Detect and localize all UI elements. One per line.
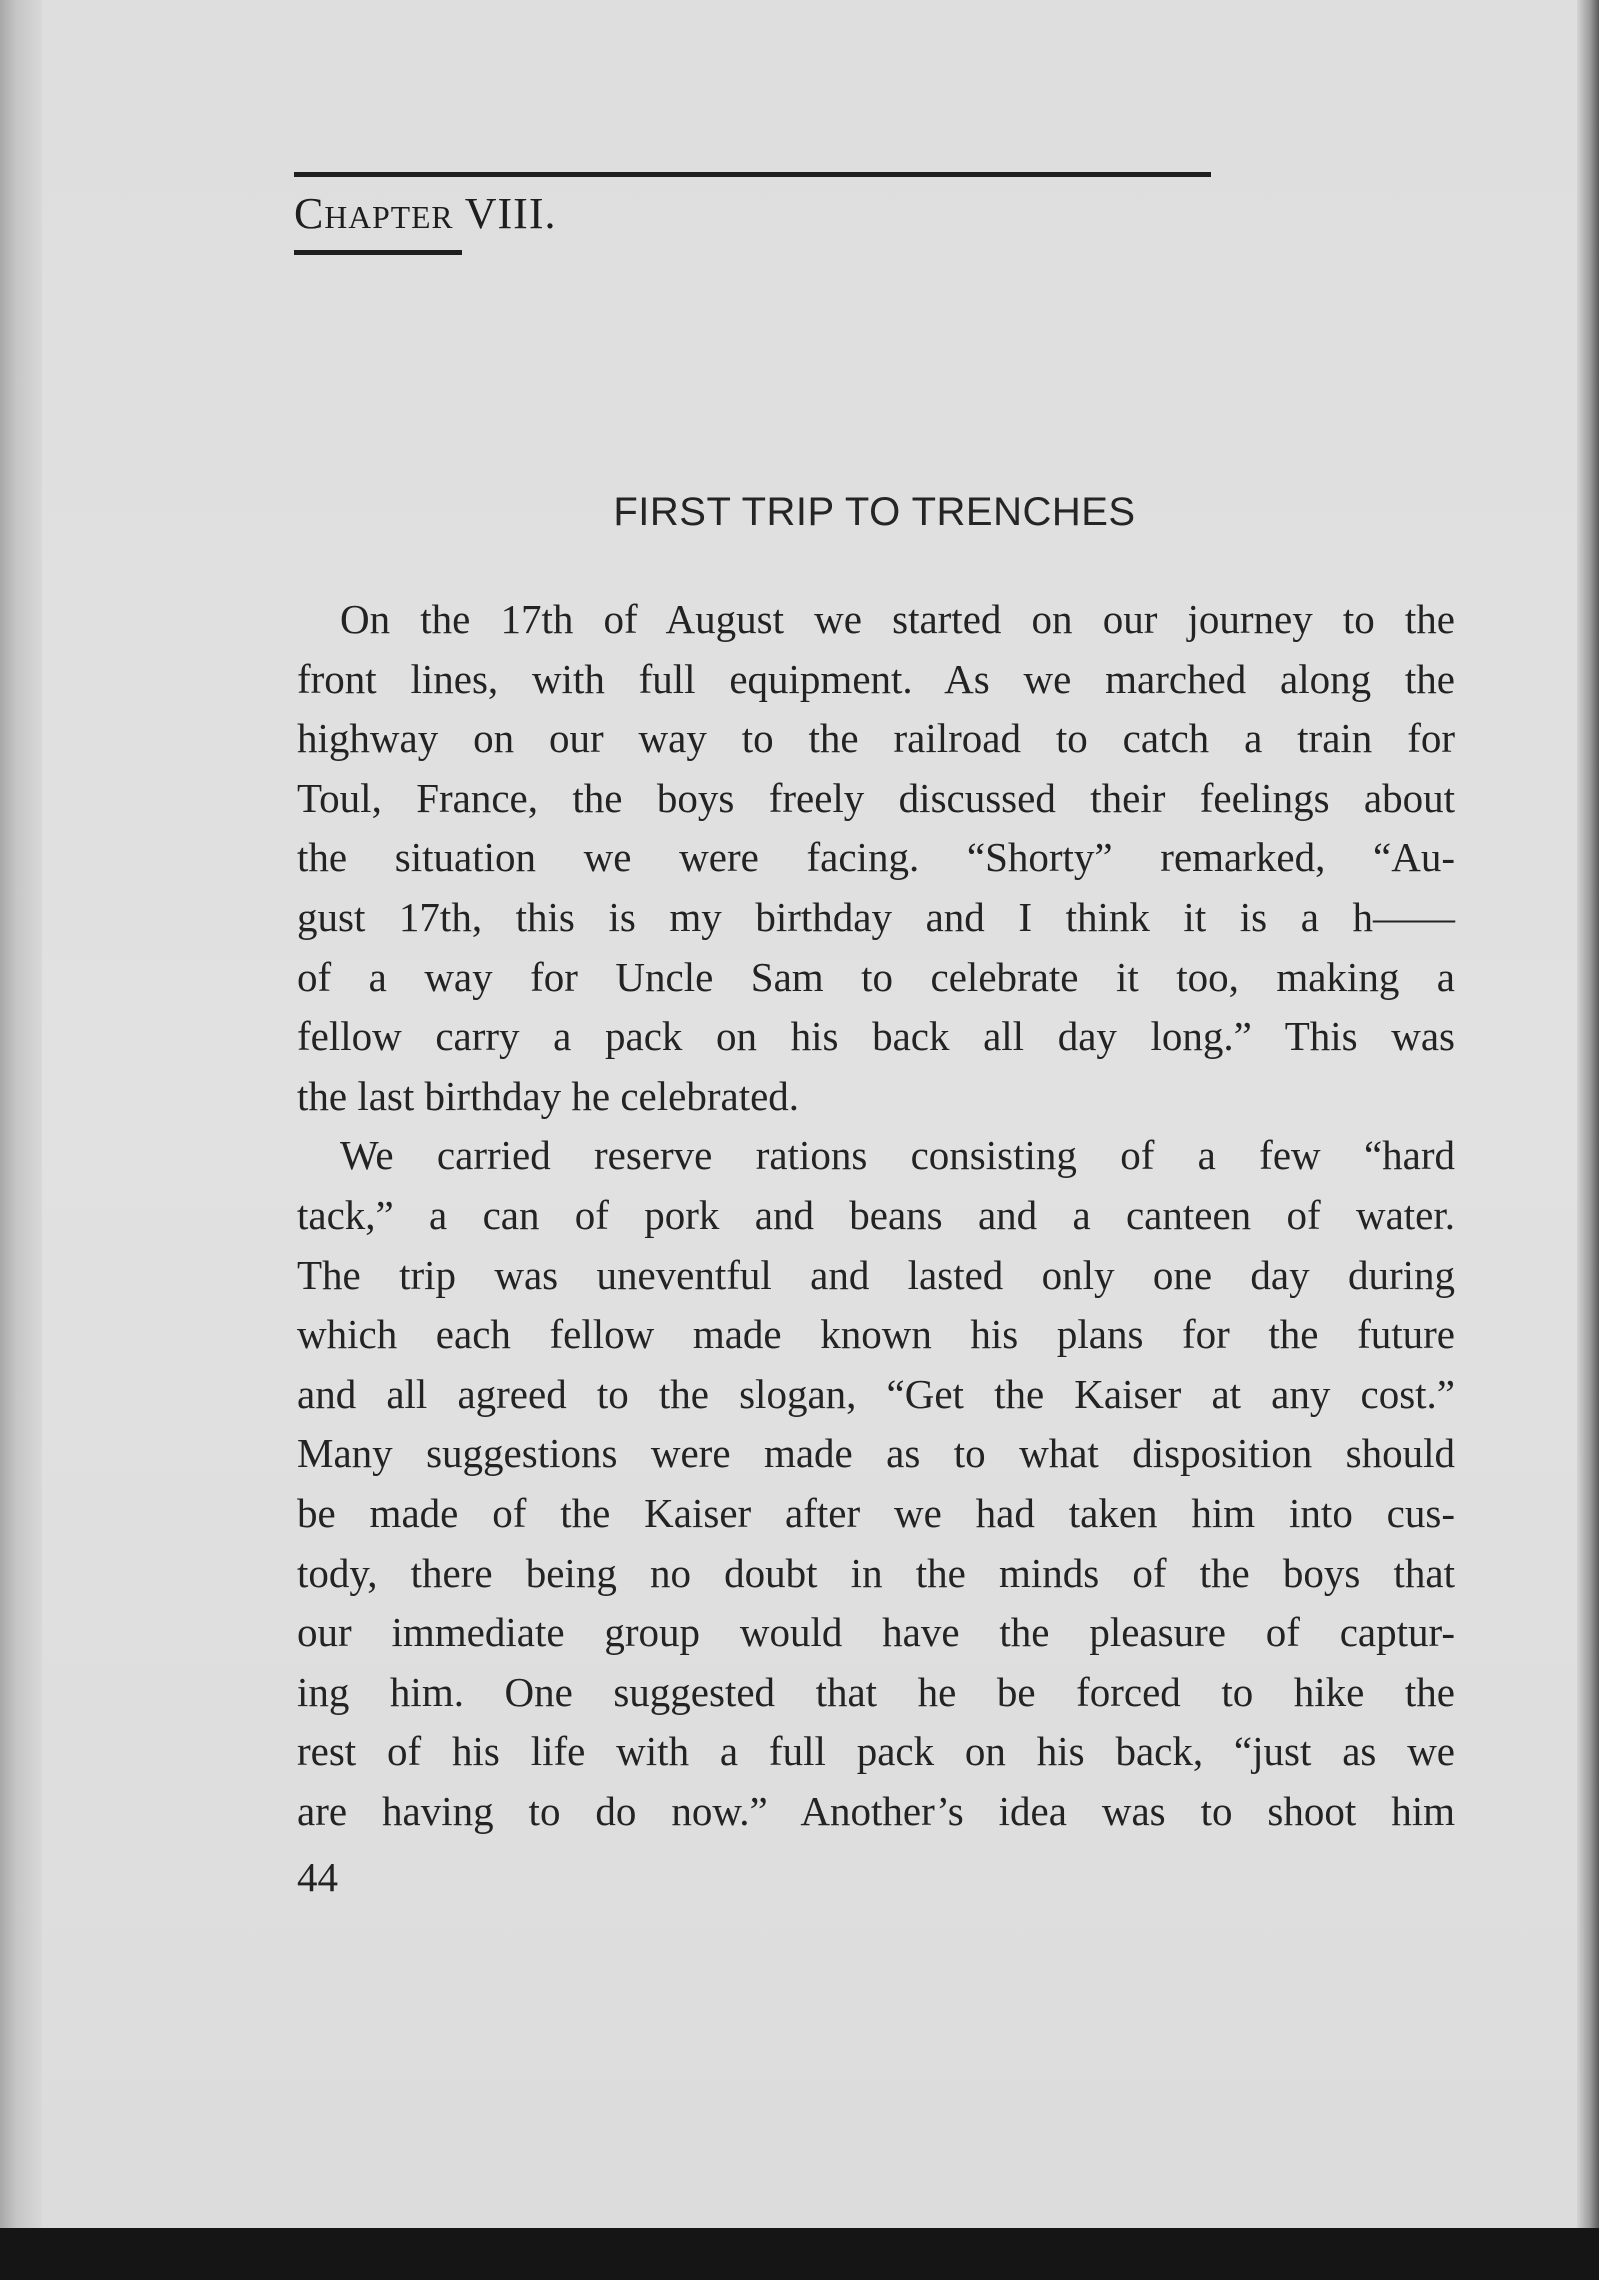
scan-background: [0, 2228, 1599, 2280]
text-line: fellow carry a pack on his back all day long.” This was: [297, 1013, 1455, 1060]
text-line: rest of his life with a full pack on his back, “just as we: [297, 1728, 1455, 1775]
text-line: our immediate group would have the pleasure of captur-: [297, 1609, 1455, 1656]
text-line: the last birthday he celebrated.: [297, 1072, 800, 1119]
page-right-edge: [1577, 0, 1599, 2228]
section-title: FIRST TRIP TO TRENCHES: [613, 490, 1136, 534]
text-line: of a way for Uncle Sam to celebrate it too, making a: [297, 953, 1455, 1000]
chapter-underline: [294, 250, 462, 255]
text-line: ing him. One suggested that he be forced to hike the: [297, 1668, 1455, 1715]
text-line: Many suggestions were made as to what disposition should: [297, 1430, 1455, 1477]
paragraph: [297, 1126, 1455, 1841]
page-left-edge: [0, 0, 42, 2228]
text-line: are having to do now.” Another’s idea was to shoot him: [297, 1787, 1455, 1834]
text-line: and all agreed to the slogan, “Get the Kaiser at any cost.”: [297, 1370, 1455, 1417]
text-line: which each fellow made known his plans for the future: [297, 1311, 1455, 1358]
text-line: Toul, France, the boys freely discussed their feelings about: [297, 774, 1455, 821]
text-line: highway on our way to the railroad to catch a train for: [297, 715, 1455, 762]
text-line: be made of the Kaiser after we had taken him into cus-: [297, 1489, 1455, 1536]
text-line: the situation we were facing. “Shorty” remarked, “Au-: [297, 834, 1455, 881]
body-text: [297, 590, 1455, 1841]
page-number: 44: [297, 1854, 338, 1900]
text-line: gust 17th, this is my birthday and I think it is a h——: [297, 893, 1455, 940]
text-line: tack,” a can of pork and beans and a canteen of water.: [297, 1191, 1455, 1238]
text-line: tody, there being no doubt in the minds of the boys that: [297, 1549, 1455, 1596]
text-line: The trip was uneventful and lasted only one day during: [297, 1251, 1455, 1298]
text-line: front lines, with full equipment. As we marched along the: [297, 655, 1455, 702]
chapter-heading: CHAPTER VIII.: [294, 189, 557, 238]
paragraph: [297, 590, 1455, 1126]
text-line: On the 17th of August we started on our journey to the: [340, 596, 1455, 642]
text-line: We carried reserve rations consisting of a few “hard: [340, 1132, 1455, 1179]
header-rule: [294, 172, 1211, 177]
